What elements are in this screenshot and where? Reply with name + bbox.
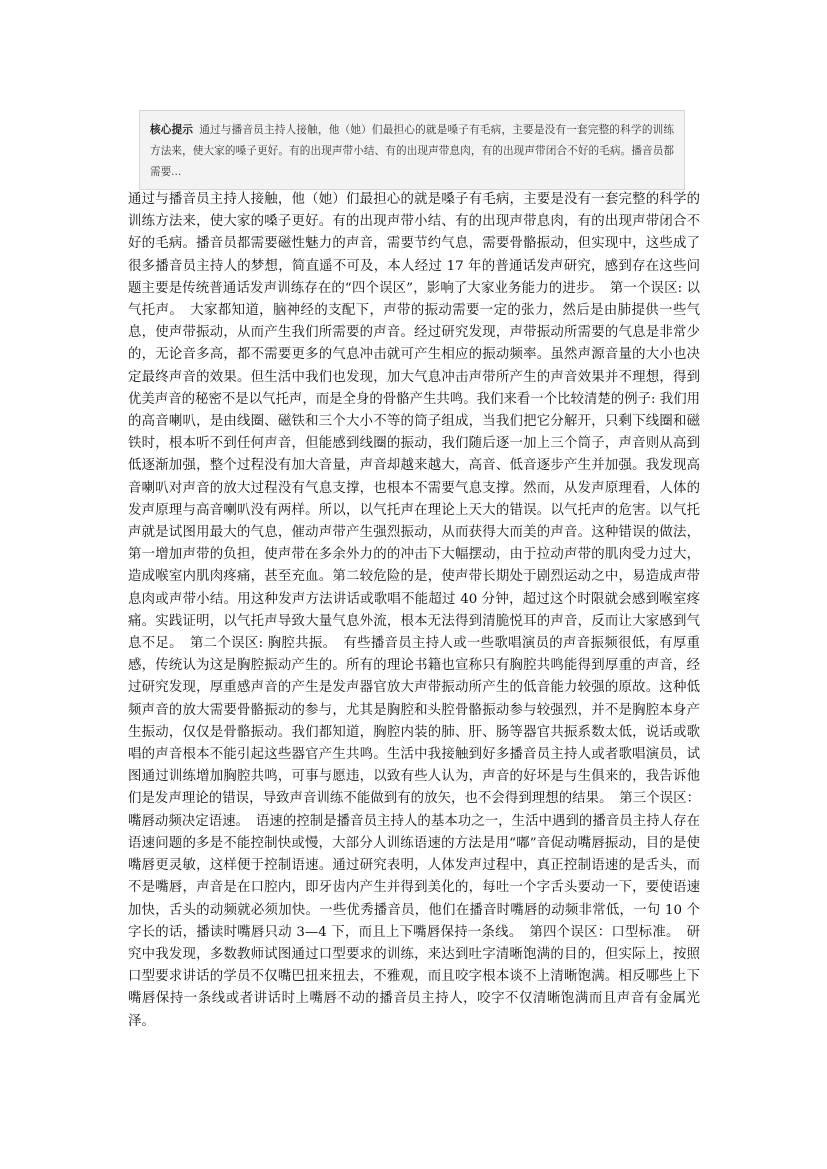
article-body: 通过与播音员主持人接触，他（她）们最担心的就是嗓子有毛病，主要是没有一套完整的科学的训练方法来，使大家的嗓子更好。有的出现声带小结、有的出现声带息肉，有的出现声带闭合不好的毛病。播音员都需要磁性魅力的声音，需要节约气息，需要骨骼振动，但实现中，这些成了很多播音员主持人的梦想，简直遥不可及，本人经过 17 年的普通话发声研究，感到存在这些问题主要是传统普通话发声训练存在的“四个误区”，影响了大家业务能力的进步。 第一个误区: 以气托声。 大家都知道，脑神经的支配下，声带的振动需要一定的张力，然后是由肺提供一些气息，使声带振动，从而产生我们所需要的声音。经过研究发现，声带振动所需要的气息是非常少的，无论音多高，都不需要更多的气息冲击就可产生相应的振动频率。虽然声源音量的大小也决定最终声音的效果。但生活中我们也发现，加大气息冲击声带所产生的声音效果并不理想，得到优美声音的秘密不是以气托声，而是全身的骨骼产生共鸣。我们来看一个比较清楚的例子: 我们用的高音喇叭，是由线圈、磁铁和三个大小不等的筒子组成，当我们把它分解开，只剩下线圈和磁铁时，根本听不到任何声音，但能感到线圈的振动，我们随后逐一加上三个筒子，声音则从高到低逐渐加强，整个过程没有加大音量，声音却越来越大，高音、低音逐步产生并加强。我发现高音喇叭对声音的放大过程没有气息支撑，也根本不需要气息支撑。然而，从发声原理看，人体的发声原理与高音喇叭没有两样。所以，以气托声在理论上天大的错误。以气托声的危害。以气托声就是试图用最大的气息，催动声带产生强烈振动，从而获得大而美的声音。这种错误的做法，第一增加声带的负担，使声带在多余外力的的冲击下大幅摆动，由于拉动声带的肌肉受力过大，造成喉室内肌肉疼痛，甚至充血。第二较危险的是，使声带长期处于剧烈运动之中，易造成声带息肉或声带小结。用这种发声方法讲话或歌唱不能超过 40 分钟，超过这个时限就会感到喉室疼痛。实践证明，以气托声导致大量气息外流，根本无法得到清脆悦耳的声音，反而让大家感到气息不足。 第二个误区: 胸腔共振。 有些播音员主持人或一些歌唱演员的声音振频很低，有厚重感，传统认为这是胸腔振动产生的。所有的理论书籍也宣称只有胸腔共鸣能得到厚重的声音，经过研究发现，厚重感声音的产生是发声器官放大声带振动所产生的低音能力较强的原故。这种低频声音的放大需要骨骼振动的参与，尤其是胸腔和头腔骨骼振动参与较强烈，并不是胸腔本身产生振动，仅仅是骨骼振动。我们都知道，胸腔内装的肺、肝、肠等器官共振系数太低，说话或歌唱的声音根本不能引起这些器官产生共鸣。生活中我接触到好多播音员主持人或者歌唱演员，试图通过训练增加胸腔共鸣，可事与愿违，以致有些人认为，声音的好坏是与生俱来的，我告诉他们是发声理论的错误，导致声音训练不能做到有的放矢，也不会得到理想的结果。 第三个误区：嘴唇动频决定语速。 语速的控制是播音员主持人的基本功之一，生活中遇到的播音员主持人存在语速问题的多是不能控制快或慢，大部分人训练语速的方法是用“嘟”音促动嘴唇振动，目的是使嘴唇更灵敏，这样便于控制语速。通过研究表明，人体发声过程中，真正控制语速的是舌头，而不是嘴唇，声音是在口腔内，即牙齿内产生并得到美化的，每吐一个字舌头要动一下，要使语速加快，舌头的动频就必须加快。一些优秀播音员，他们在播音时嘴唇的动频非常低，一句 10 个字长的话，播读时嘴唇只动 3—4 下，而且上下嘴唇保持一条线。 第四个误区：口型标准。 研究中我发现，多数教师试图通过口型要求的训练，来达到吐字清晰饱满的目的，但实际上，按照口型要求讲话的学员不仅嘴巴扭来扭去，不雅观，而且咬字根本谈不上清晰饱满。相反哪些上下嘴唇保持一条线或者讲话时上嘴唇不动的播音员主持人，咬字不仅清晰饱满而且声音有金属光泽。 — [128, 192, 700, 1029]
summary-text: 通过与播音员主持人接触，他（她）们最担心的就是嗓子有毛病，主要是没有一套完整的科学的训练方法来，使大家的嗓子更好。有的出现声带小结、有的出现声带息肉，有的出现声带闭合不好的毛病。播音员都需要... — [150, 124, 674, 178]
summary-label: 核心提示 — [150, 124, 194, 136]
summary-box — [139, 110, 685, 190]
